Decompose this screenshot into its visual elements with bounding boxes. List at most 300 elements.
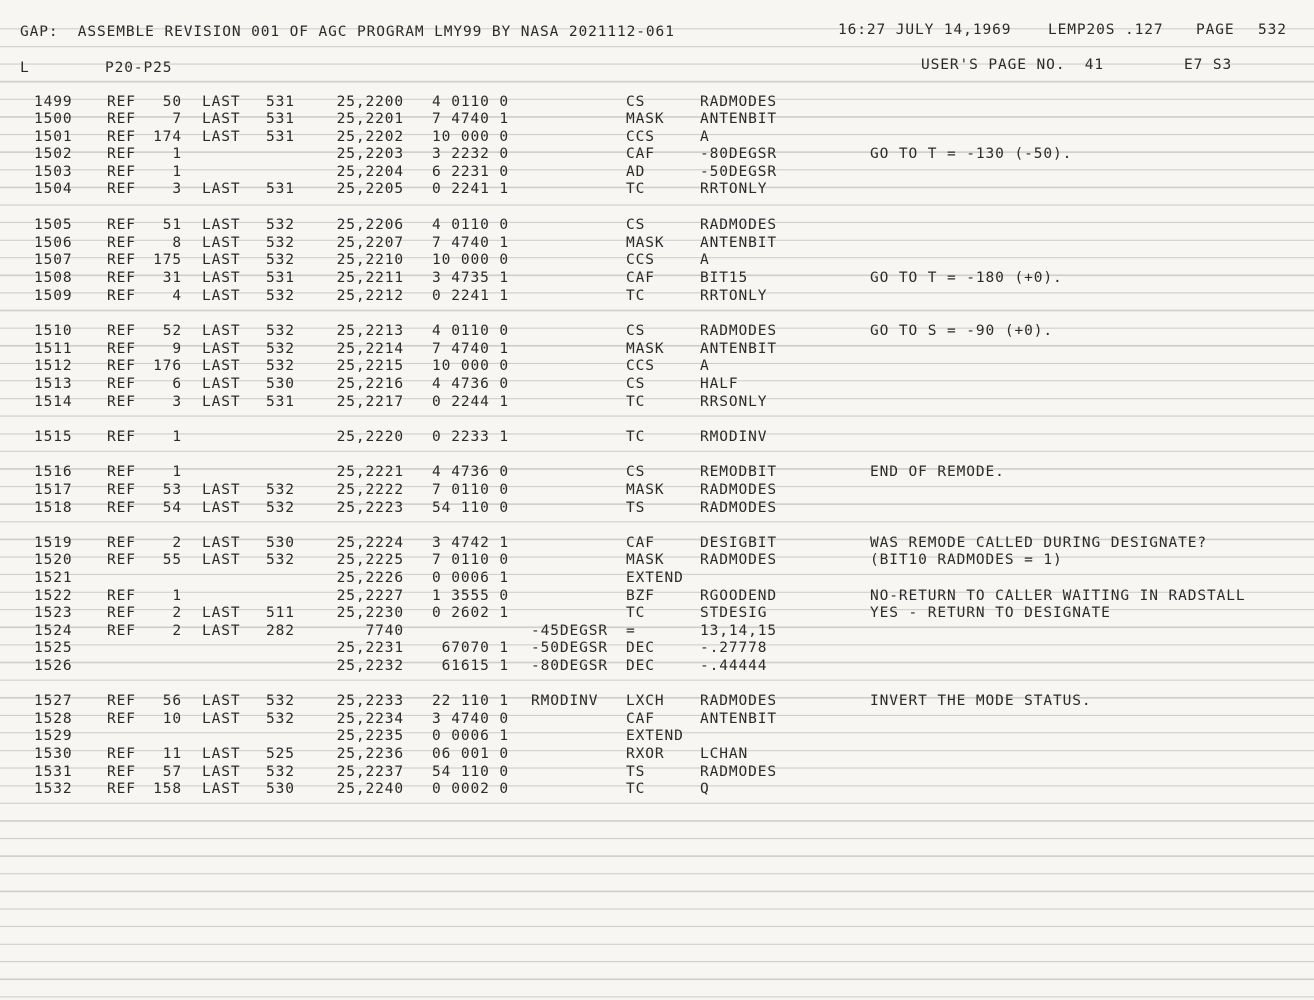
listing-line — [0, 764, 1314, 782]
line-number: 1528 — [34, 711, 73, 727]
listing-line — [0, 640, 1314, 658]
ref-count: 51 — [162, 217, 182, 233]
ref-marker: REF — [107, 146, 136, 162]
last-marker: LAST — [202, 270, 241, 286]
ref-marker: REF — [107, 764, 136, 780]
opcode: CCS — [626, 358, 655, 374]
opcode: MASK — [626, 235, 665, 251]
line-number: 1522 — [34, 588, 73, 604]
line-number: 1527 — [34, 693, 73, 709]
operand: RADMODES — [700, 500, 778, 516]
ref-count: 2 — [172, 605, 182, 621]
last-page: 532 — [266, 500, 295, 516]
timestamp: 16:27 JULY 14,1969 — [838, 22, 1012, 38]
object-code: 67070 1 — [441, 640, 509, 656]
page-number: 532 — [1258, 22, 1287, 38]
ref-count: 1 — [172, 146, 182, 162]
object-code: 0 2244 1 — [431, 394, 509, 410]
code-ref: E7 S3 — [1184, 57, 1233, 73]
object-code: 7 0110 0 — [431, 482, 509, 498]
ref-count: 10 — [162, 711, 182, 727]
listing-line — [0, 429, 1314, 447]
object-code: 54 110 0 — [431, 764, 509, 780]
last-page: 532 — [266, 341, 295, 357]
ref-count: 3 — [172, 181, 182, 197]
address: 25,2224 — [336, 535, 404, 551]
address: 25,2220 — [336, 429, 404, 445]
address: 25,2202 — [336, 129, 404, 145]
ref-marker: REF — [107, 552, 136, 568]
operand: -80DEGSR — [700, 146, 778, 162]
comment: END OF REMODE. — [870, 464, 1005, 480]
operand: STDESIG — [700, 605, 768, 621]
ref-count: 50 — [162, 94, 182, 110]
address: 25,2230 — [336, 605, 404, 621]
last-page: 531 — [266, 181, 295, 197]
opcode: TS — [626, 764, 646, 780]
line-number: 1516 — [34, 464, 73, 480]
opcode: CAF — [626, 270, 655, 286]
last-marker: LAST — [202, 552, 241, 568]
comment: GO TO S = -90 (+0). — [870, 323, 1053, 339]
opcode: CS — [626, 217, 646, 233]
ref-count: 1 — [172, 164, 182, 180]
object-code: 0 2233 1 — [431, 429, 509, 445]
operand: REMODBIT — [700, 464, 778, 480]
line-number: 1523 — [34, 605, 73, 621]
ref-marker: REF — [107, 711, 136, 727]
ref-count: 176 — [153, 358, 182, 374]
operand: -50DEGSR — [700, 164, 778, 180]
address: 25,2216 — [336, 376, 404, 392]
listing-line — [0, 693, 1314, 711]
section-label: P20-P25 — [105, 60, 173, 76]
symbol-label: -80DEGSR — [531, 658, 609, 674]
line-number: 1512 — [34, 358, 73, 374]
ref-count: 54 — [162, 500, 182, 516]
object-code: 7 4740 1 — [431, 111, 509, 127]
operand: RADMODES — [700, 482, 778, 498]
address: 25,2225 — [336, 552, 404, 568]
listing-line — [0, 746, 1314, 764]
last-marker: LAST — [202, 482, 241, 498]
ref-marker: REF — [107, 746, 136, 762]
ref-marker: REF — [107, 181, 136, 197]
line-number: 1513 — [34, 376, 73, 392]
symbol-label: -50DEGSR — [531, 640, 609, 656]
last-marker: LAST — [202, 376, 241, 392]
left-mark: L — [20, 60, 30, 76]
opcode: CCS — [626, 252, 655, 268]
object-code: 10 000 0 — [431, 252, 509, 268]
ref-count: 3 — [172, 394, 182, 410]
object-code: 10 000 0 — [431, 358, 509, 374]
last-marker: LAST — [202, 94, 241, 110]
ref-count: 4 — [172, 288, 182, 304]
object-code: 0 2241 1 — [431, 288, 509, 304]
line-number: 1509 — [34, 288, 73, 304]
opcode: RXOR — [626, 746, 665, 762]
opcode: DEC — [626, 640, 655, 656]
opcode: TC — [626, 605, 646, 621]
ref-count: 2 — [172, 535, 182, 551]
comment: GO TO T = -130 (-50). — [870, 146, 1073, 162]
last-marker: LAST — [202, 181, 241, 197]
opcode: TC — [626, 429, 646, 445]
ref-count: 1 — [172, 588, 182, 604]
address: 25,2232 — [336, 658, 404, 674]
opcode: TC — [626, 781, 646, 797]
last-marker: LAST — [202, 358, 241, 374]
ref-count: 7 — [172, 111, 182, 127]
object-code: 7 4740 1 — [431, 341, 509, 357]
ref-count: 2 — [172, 623, 182, 639]
last-marker: LAST — [202, 235, 241, 251]
operand: RGOODEND — [700, 588, 778, 604]
line-number: 1504 — [34, 181, 73, 197]
listing-line — [0, 500, 1314, 518]
last-page: 511 — [266, 605, 295, 621]
address: 25,2226 — [336, 570, 404, 586]
listing-line — [0, 658, 1314, 676]
opcode: MASK — [626, 552, 665, 568]
operand: LCHAN — [700, 746, 749, 762]
listing-line — [0, 570, 1314, 588]
ref-count: 56 — [162, 693, 182, 709]
line-number: 1526 — [34, 658, 73, 674]
line-number: 1529 — [34, 728, 73, 744]
ref-count: 8 — [172, 235, 182, 251]
listing-line — [0, 341, 1314, 359]
ref-marker: REF — [107, 235, 136, 251]
object-code: 4 0110 0 — [431, 217, 509, 233]
operand: ANTENBIT — [700, 235, 778, 251]
last-marker: LAST — [202, 746, 241, 762]
ref-marker: REF — [107, 394, 136, 410]
line-number: 1508 — [34, 270, 73, 286]
last-marker: LAST — [202, 781, 241, 797]
ref-marker: REF — [107, 482, 136, 498]
object-code: 06 001 0 — [431, 746, 509, 762]
operand: RRTONLY — [700, 181, 768, 197]
operand: RADMODES — [700, 217, 778, 233]
address: 25,2215 — [336, 358, 404, 374]
line-number: 1521 — [34, 570, 73, 586]
line-number: 1502 — [34, 146, 73, 162]
ref-marker: REF — [107, 341, 136, 357]
line-number: 1515 — [34, 429, 73, 445]
opcode: BZF — [626, 588, 655, 604]
listing-line — [0, 482, 1314, 500]
listing-line — [0, 376, 1314, 394]
operand: RADMODES — [700, 764, 778, 780]
address: 25,2236 — [336, 746, 404, 762]
ref-marker: REF — [107, 164, 136, 180]
line-number: 1532 — [34, 781, 73, 797]
object-code: 0 0006 1 — [431, 570, 509, 586]
line-number: 1501 — [34, 129, 73, 145]
listing-line — [0, 94, 1314, 112]
operand: A — [700, 129, 710, 145]
object-code: 22 110 1 — [431, 693, 509, 709]
last-page: 532 — [266, 252, 295, 268]
object-code: 0 2602 1 — [431, 605, 509, 621]
ref-count: 174 — [153, 129, 182, 145]
operand: 13,14,15 — [700, 623, 778, 639]
line-number: 1505 — [34, 217, 73, 233]
ref-marker: REF — [107, 217, 136, 233]
last-page: 532 — [266, 693, 295, 709]
symbol-label: RMODINV — [531, 693, 599, 709]
opcode: MASK — [626, 341, 665, 357]
operand: Q — [700, 781, 710, 797]
last-page: 530 — [266, 535, 295, 551]
last-page: 532 — [266, 482, 295, 498]
operand: -.27778 — [700, 640, 768, 656]
line-number: 1507 — [34, 252, 73, 268]
line-number: 1511 — [34, 341, 73, 357]
last-page: 532 — [266, 358, 295, 374]
comment: WAS REMODE CALLED DURING DESIGNATE? — [870, 535, 1208, 551]
address: 25,2203 — [336, 146, 404, 162]
address: 25,2227 — [336, 588, 404, 604]
ref-count: 158 — [153, 781, 182, 797]
listing-line — [0, 394, 1314, 412]
last-page: 530 — [266, 376, 295, 392]
line-number: 1530 — [34, 746, 73, 762]
opcode: EXTEND — [626, 570, 684, 586]
address: 25,2207 — [336, 235, 404, 251]
listing-line — [0, 588, 1314, 606]
comment: INVERT THE MODE STATUS. — [870, 693, 1092, 709]
address: 25,2217 — [336, 394, 404, 410]
ref-marker: REF — [107, 623, 136, 639]
line-number: 1499 — [34, 94, 73, 110]
address: 25,2223 — [336, 500, 404, 516]
last-marker: LAST — [202, 252, 241, 268]
last-marker: LAST — [202, 111, 241, 127]
listing-line — [0, 323, 1314, 341]
listing-line — [0, 164, 1314, 182]
symbol-label: -45DEGSR — [531, 623, 609, 639]
operand: A — [700, 358, 710, 374]
opcode: CAF — [626, 711, 655, 727]
object-code: 1 3555 0 — [431, 588, 509, 604]
ref-count: 9 — [172, 341, 182, 357]
ref-count: 52 — [162, 323, 182, 339]
listing-line — [0, 535, 1314, 553]
opcode: MASK — [626, 482, 665, 498]
line-number: 1531 — [34, 764, 73, 780]
listing-line — [0, 711, 1314, 729]
address: 25,2231 — [336, 640, 404, 656]
last-page: 532 — [266, 217, 295, 233]
ref-marker: REF — [107, 464, 136, 480]
last-marker: LAST — [202, 605, 241, 621]
last-page: 532 — [266, 235, 295, 251]
object-code: 3 2232 0 — [431, 146, 509, 162]
last-page: 532 — [266, 323, 295, 339]
comment: YES - RETURN TO DESIGNATE — [870, 605, 1111, 621]
operand: RMODINV — [700, 429, 768, 445]
ref-marker: REF — [107, 693, 136, 709]
ref-count: 175 — [153, 252, 182, 268]
last-marker: LAST — [202, 764, 241, 780]
ref-marker: REF — [107, 605, 136, 621]
object-code: 4 4736 0 — [431, 376, 509, 392]
listing-line — [0, 129, 1314, 147]
object-code: 3 4742 1 — [431, 535, 509, 551]
ref-marker: REF — [107, 323, 136, 339]
opcode: TC — [626, 394, 646, 410]
object-code: 4 4736 0 — [431, 464, 509, 480]
object-code: 0 2241 1 — [431, 181, 509, 197]
opcode: EXTEND — [626, 728, 684, 744]
last-marker: LAST — [202, 217, 241, 233]
address: 25,2201 — [336, 111, 404, 127]
last-page: 530 — [266, 781, 295, 797]
ref-marker: REF — [107, 376, 136, 392]
address: 25,2235 — [336, 728, 404, 744]
object-code: 10 000 0 — [431, 129, 509, 145]
page-label: PAGE — [1196, 22, 1235, 38]
last-marker: LAST — [202, 623, 241, 639]
operand: ANTENBIT — [700, 111, 778, 127]
last-page: 532 — [266, 764, 295, 780]
listing-line — [0, 605, 1314, 623]
operand: HALF — [700, 376, 739, 392]
ref-marker: REF — [107, 270, 136, 286]
comment: GO TO T = -180 (+0). — [870, 270, 1063, 286]
object-code: 0 0006 1 — [431, 728, 509, 744]
operand: A — [700, 252, 710, 268]
users-page-number: USER'S PAGE NO. 41 — [921, 57, 1104, 73]
ref-marker: REF — [107, 252, 136, 268]
comment: NO-RETURN TO CALLER WAITING IN RADSTALL — [870, 588, 1246, 604]
opcode: CS — [626, 94, 646, 110]
ref-marker: REF — [107, 781, 136, 797]
ref-count: 57 — [162, 764, 182, 780]
last-marker: LAST — [202, 693, 241, 709]
operand: BIT15 — [700, 270, 749, 286]
opcode: CS — [626, 464, 646, 480]
line-number: 1519 — [34, 535, 73, 551]
address: 25,2221 — [336, 464, 404, 480]
address: 25,2237 — [336, 764, 404, 780]
listing-line — [0, 623, 1314, 641]
last-marker: LAST — [202, 500, 241, 516]
last-page: 531 — [266, 111, 295, 127]
address: 25,2200 — [336, 94, 404, 110]
operand: RRTONLY — [700, 288, 768, 304]
listing-line — [0, 235, 1314, 253]
opcode: TS — [626, 500, 646, 516]
opcode: = — [626, 623, 636, 639]
address: 25,2233 — [336, 693, 404, 709]
address: 25,2204 — [336, 164, 404, 180]
address: 25,2210 — [336, 252, 404, 268]
listing-line — [0, 270, 1314, 288]
last-page: 532 — [266, 288, 295, 304]
line-number: 1517 — [34, 482, 73, 498]
address: 25,2206 — [336, 217, 404, 233]
operand: RRSONLY — [700, 394, 768, 410]
last-marker: LAST — [202, 323, 241, 339]
line-number: 1500 — [34, 111, 73, 127]
ref-count: 6 — [172, 376, 182, 392]
opcode: CS — [626, 376, 646, 392]
opcode: LXCH — [626, 693, 665, 709]
last-marker: LAST — [202, 288, 241, 304]
ref-count: 1 — [172, 464, 182, 480]
address: 25,2211 — [336, 270, 404, 286]
line-number: 1524 — [34, 623, 73, 639]
address: 25,2234 — [336, 711, 404, 727]
job-id: LEMP20S .127 — [1048, 22, 1164, 38]
ref-marker: REF — [107, 288, 136, 304]
opcode: CS — [626, 323, 646, 339]
address: 25,2205 — [336, 181, 404, 197]
address: 25,2222 — [336, 482, 404, 498]
ref-count: 31 — [162, 270, 182, 286]
ref-marker: REF — [107, 535, 136, 551]
opcode: DEC — [626, 658, 655, 674]
ref-marker: REF — [107, 94, 136, 110]
line-number: 1514 — [34, 394, 73, 410]
listing-line — [0, 552, 1314, 570]
opcode: CAF — [626, 535, 655, 551]
object-code: 61615 1 — [441, 658, 509, 674]
address: 25,2214 — [336, 341, 404, 357]
object-code: 0 0002 0 — [431, 781, 509, 797]
line-number: 1506 — [34, 235, 73, 251]
ref-marker: REF — [107, 111, 136, 127]
operand: DESIGBIT — [700, 535, 778, 551]
ref-marker: REF — [107, 358, 136, 374]
last-page: 531 — [266, 129, 295, 145]
opcode: MASK — [626, 111, 665, 127]
ref-count: 1 — [172, 429, 182, 445]
opcode: AD — [626, 164, 646, 180]
ref-marker: REF — [107, 500, 136, 516]
address: 25,2240 — [336, 781, 404, 797]
line-number: 1503 — [34, 164, 73, 180]
listing-line — [0, 181, 1314, 199]
comment: (BIT10 RADMODES = 1) — [870, 552, 1063, 568]
object-code: 7 0110 0 — [431, 552, 509, 568]
last-page: 532 — [266, 711, 295, 727]
listing-line — [0, 728, 1314, 746]
last-page: 531 — [266, 270, 295, 286]
last-page: 531 — [266, 394, 295, 410]
listing-line — [0, 111, 1314, 129]
address: 25,2212 — [336, 288, 404, 304]
line-number: 1520 — [34, 552, 73, 568]
object-code: 3 4735 1 — [431, 270, 509, 286]
ref-marker: REF — [107, 129, 136, 145]
last-marker: LAST — [202, 535, 241, 551]
opcode: TC — [626, 288, 646, 304]
opcode: CCS — [626, 129, 655, 145]
object-code: 7 4740 1 — [431, 235, 509, 251]
object-code: 6 2231 0 — [431, 164, 509, 180]
listing-line — [0, 252, 1314, 270]
last-marker: LAST — [202, 711, 241, 727]
listing-line — [0, 217, 1314, 235]
last-marker: LAST — [202, 394, 241, 410]
object-code: 54 110 0 — [431, 500, 509, 516]
opcode: TC — [626, 181, 646, 197]
